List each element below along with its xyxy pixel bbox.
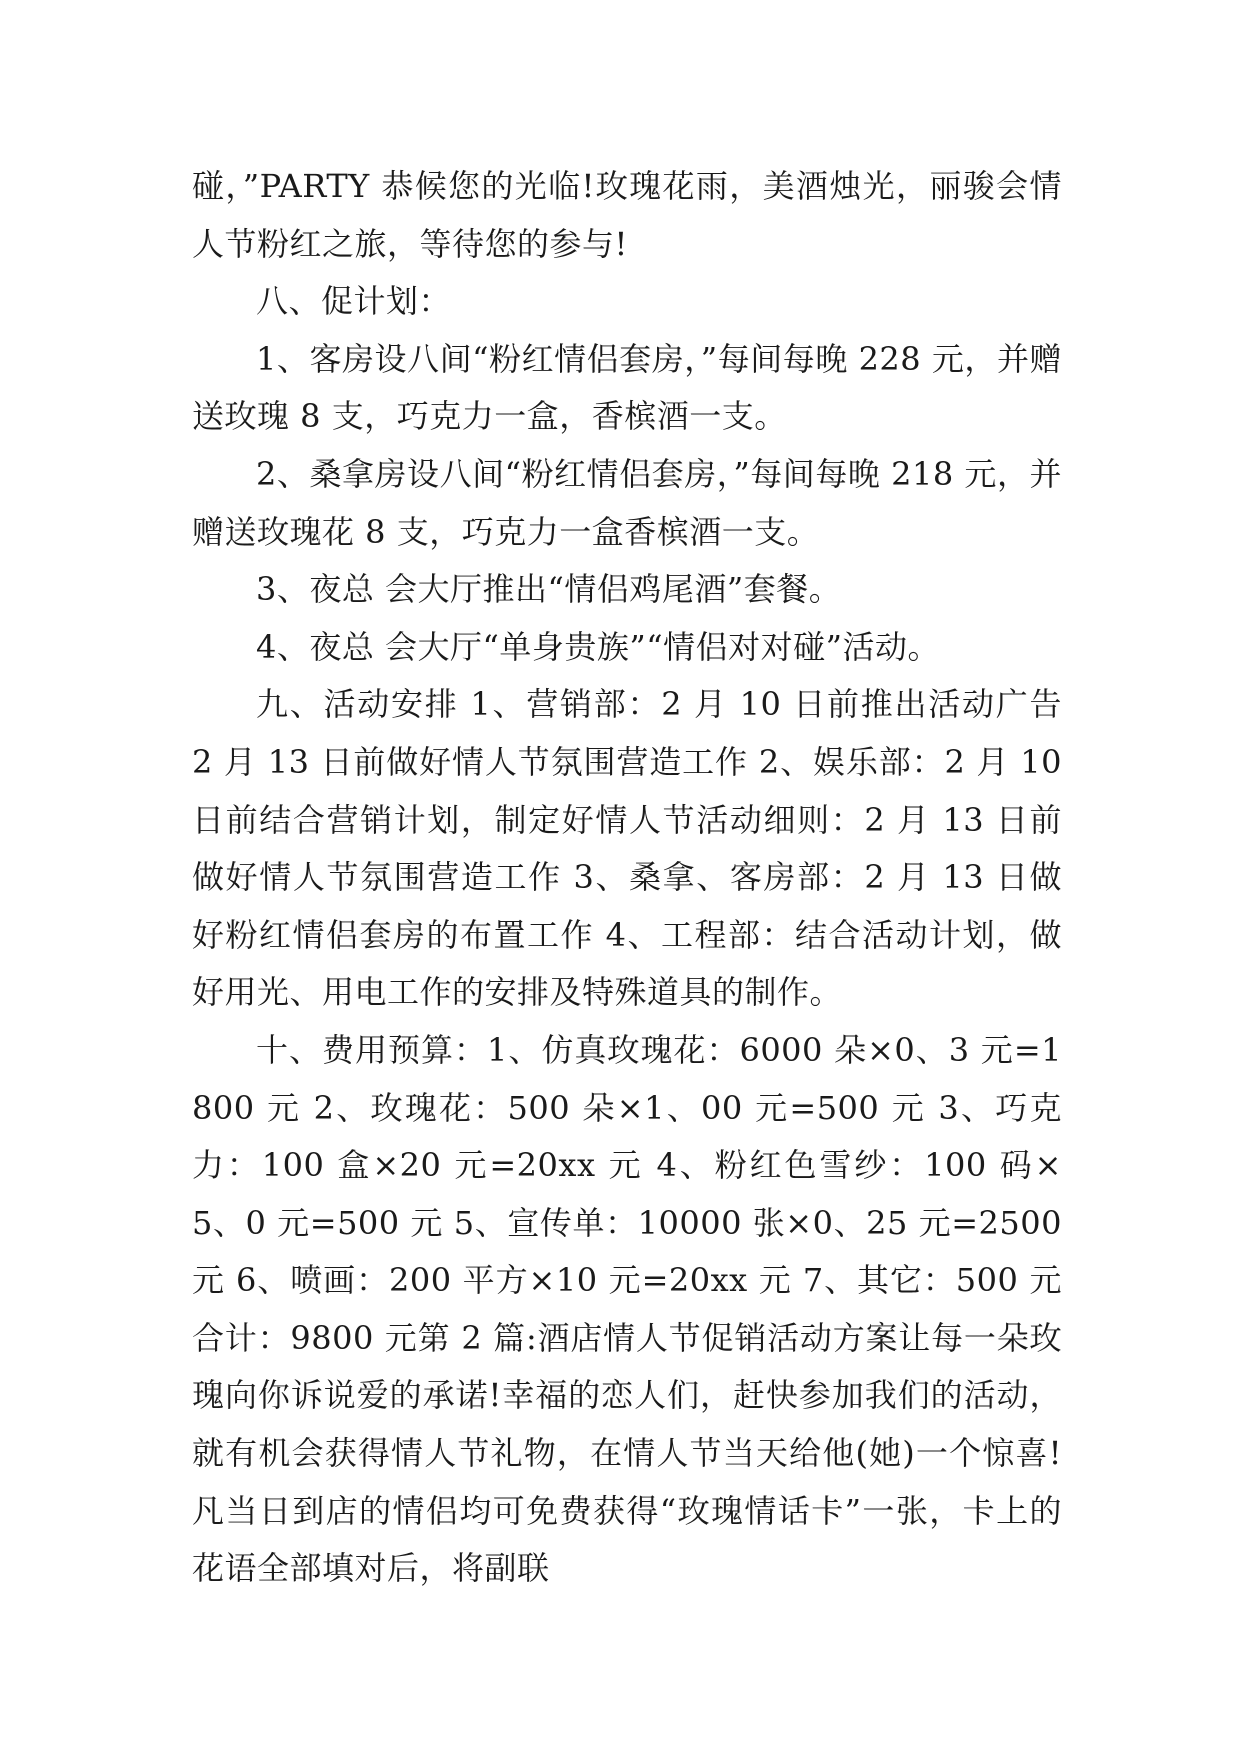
paragraph-item-4: 4、夜总 会大厅“单身贵族”“情侣对对碰”活动。	[256, 627, 940, 666]
document-body	[192, 158, 1062, 1598]
paragraph-section-9: 九、活动安排 1、营销部：2 月 10 日前推出活动广告 2 月 13 日前做好情人节氛围营造工作 2、娱乐部：2 月 10 日前结合营销计划，制定好情人节活动细则：2 月 13 日前做好情人节氛围营造工作 3、桑拿、客房部：2 月 13 日做好粉红情侣套房的布置工作 4、工程部：结合活动计划，做好用光、用电工作的安排及特殊道具的制作。	[192, 685, 1062, 1012]
paragraph-item-2: 2、桑拿房设八间“粉红情侣套房，”每间每晚 218 元，并赠送玫瑰花 8 支，巧克力一盒香槟酒一支。	[192, 454, 1062, 551]
paragraph-item-3: 3、夜总 会大厅推出“情侣鸡尾酒”套餐。	[256, 570, 842, 609]
paragraph-continuation: 碰，”PARTY 恭候您的光临!玫瑰花雨，美酒烛光，丽骏会情人节粉红之旅，等待您的参与!	[192, 167, 1062, 263]
paragraph-item-1: 1、客房设八间“粉红情侣套房，”每间每晚 228 元，并赠送玫瑰 8 支，巧克力一盒，香槟酒一支。	[192, 339, 1062, 436]
paragraph-section-8-heading: 八、促计划：	[256, 282, 452, 321]
paragraph-section-10: 十、费用预算：1、仿真玫瑰花：6000 朵×0、3 元=1800 元 2、玫瑰花：500 朵×1、00 元=500 元 3、巧克力：100 盒×20 元=20xx 元 4、粉红色雪纱：100 码×5、0 元=500 元 5、宣传单：10000 张×0、25 元=2500 元 6、喷画：200 平方×10 元=20xx 元 7、其它：500 元合计：9800 元第 2 篇:酒店情人节促销活动方案让每一朵玫瑰向你诉说爱的承诺!幸福的恋人们，赶快参加我们的活动，就有机会获得情人节礼物，在情人节当天给他(她)一个惊喜!凡当日到店的情侣均可免费获得“玫瑰情话卡”一张，卡上的花语全部填对后，将副联	[192, 1030, 1062, 1588]
